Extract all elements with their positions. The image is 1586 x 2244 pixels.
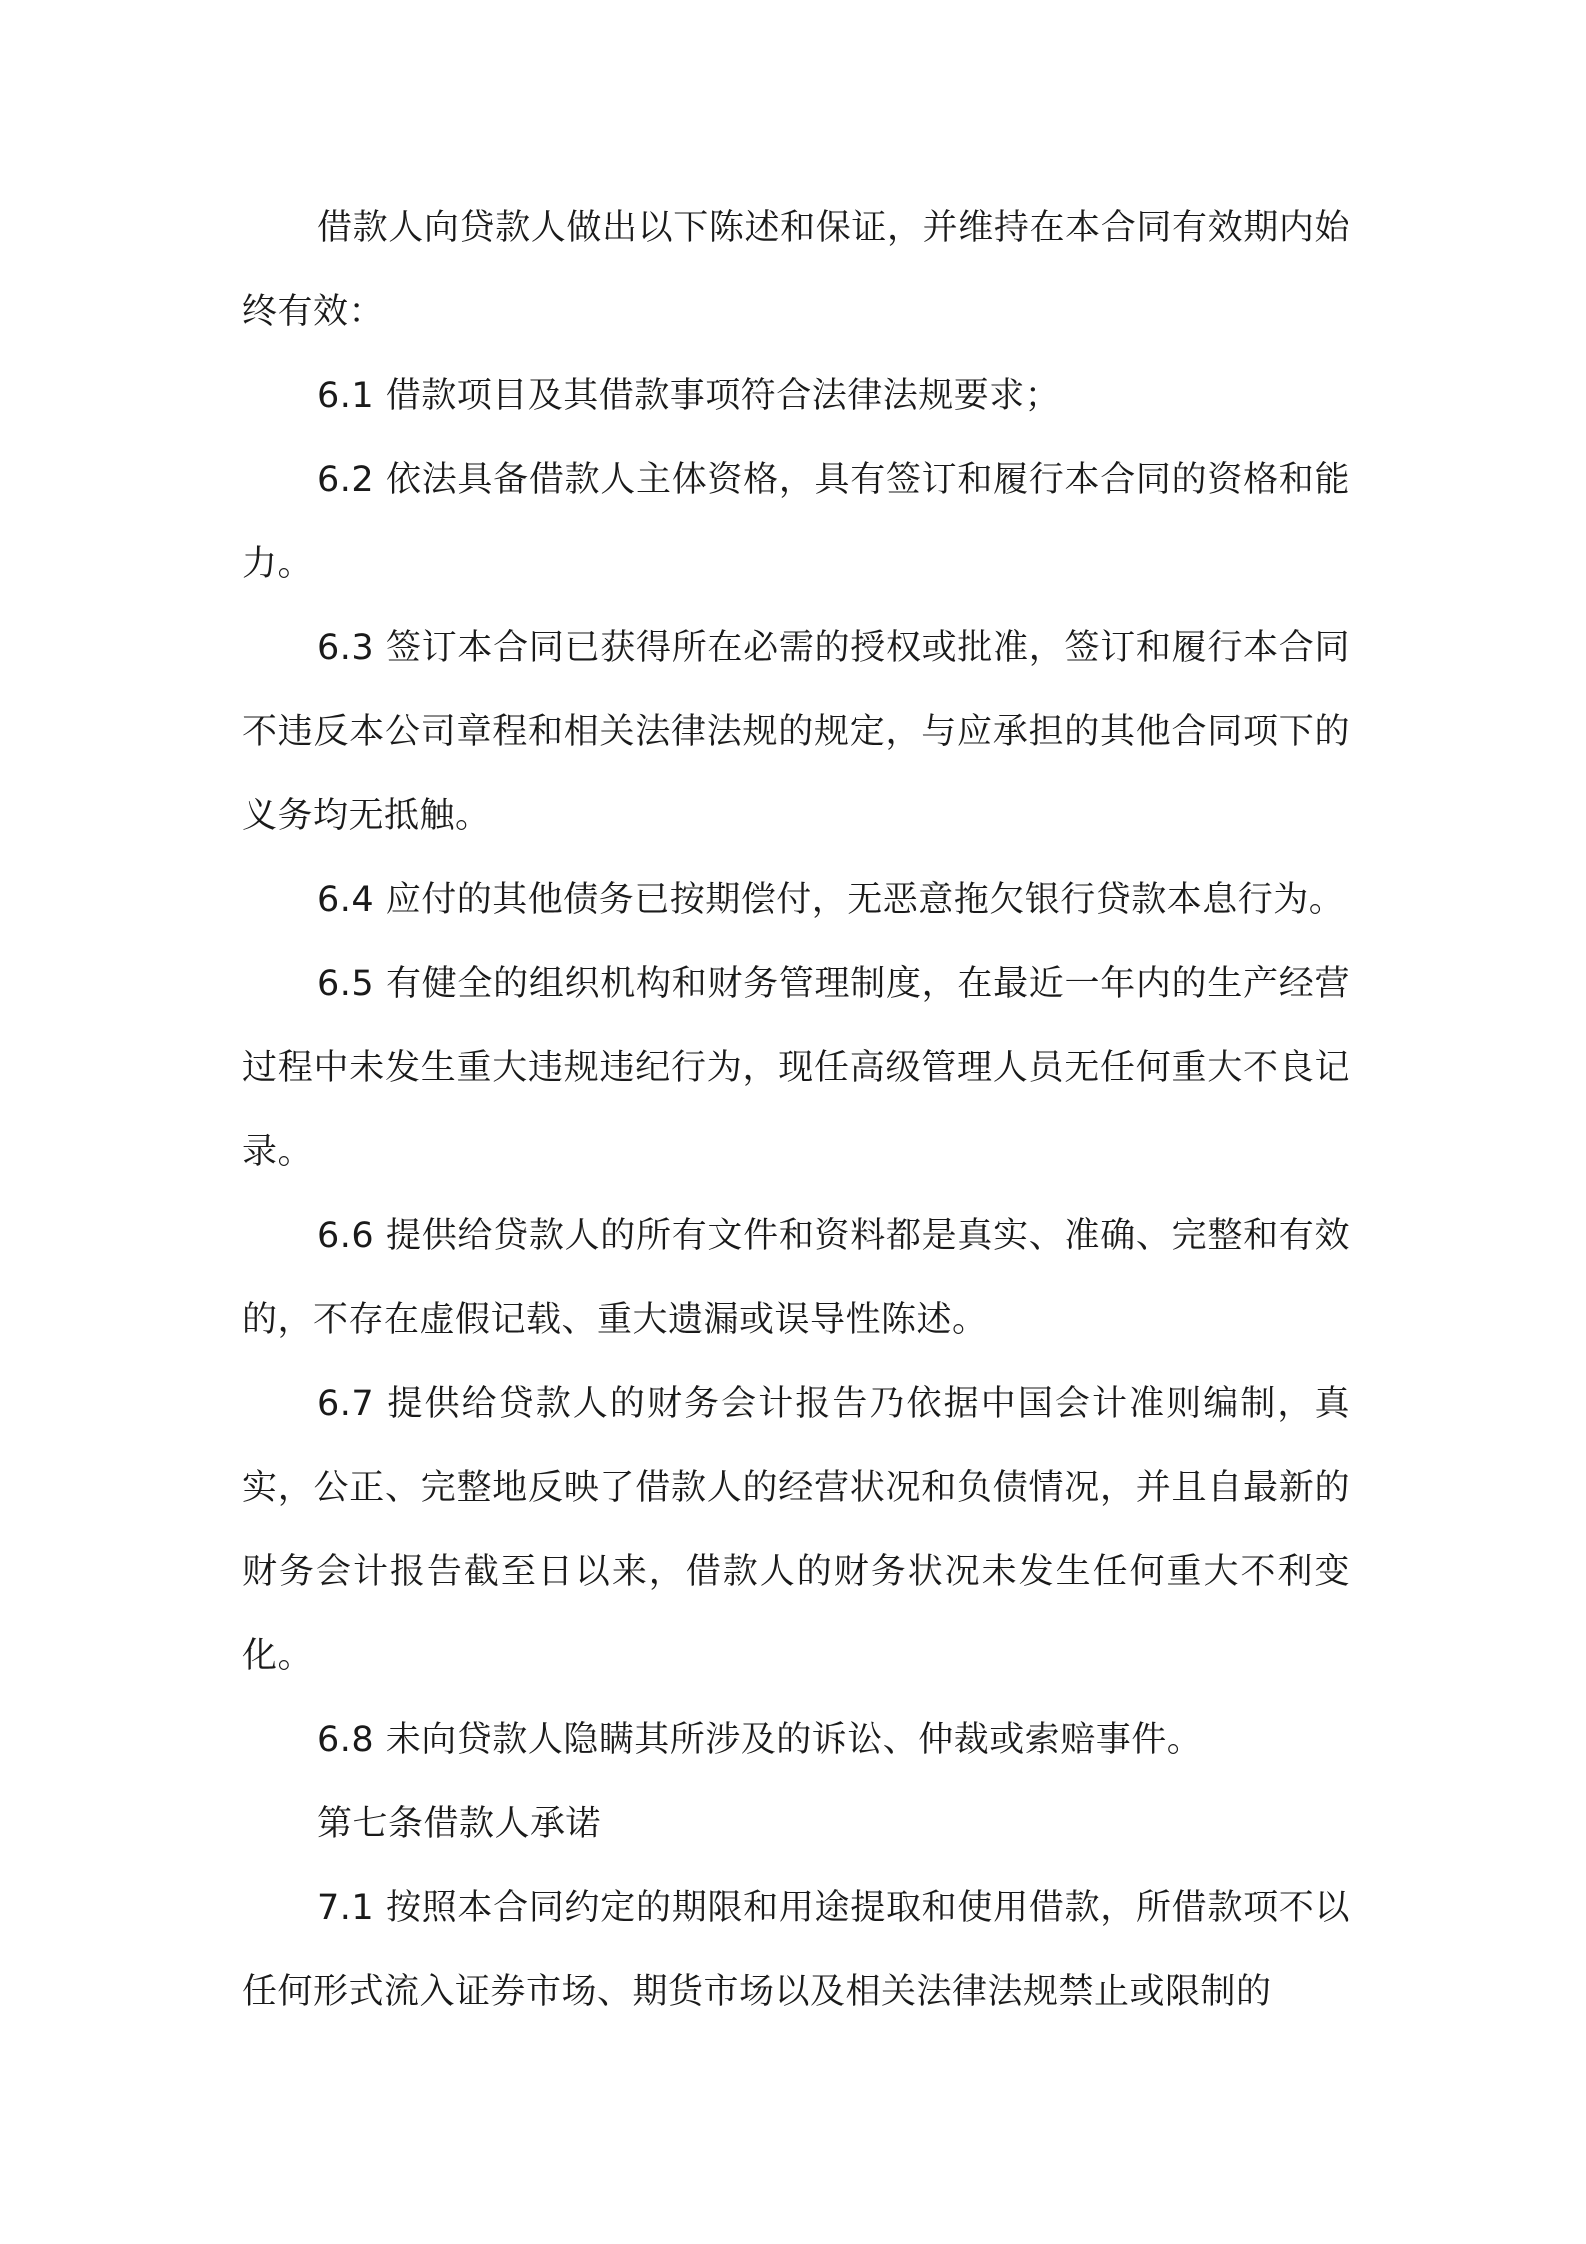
document-body — [242, 186, 1350, 2034]
paragraph-6-1: 6.1 借款项目及其借款事项符合法律法规要求； — [317, 376, 1061, 416]
paragraph-6-7: 6.7 提供给贷款人的财务会计报告乃依据中国会计准则编制，真实，公正、完整地反映了借款人的经营状况和负债情况，并且自最新的财务会计报告截至日以来，借款人的财务状况未发生任何重大不利变化。 — [242, 1384, 1350, 1676]
paragraph-representations-intro: 借款人向贷款人做出以下陈述和保证，并维持在本合同有效期内始终有效： — [242, 208, 1350, 332]
paragraph-6-6: 6.6 提供给贷款人的所有文件和资料都是真实、准确、完整和有效的，不存在虚假记载、重大遗漏或误导性陈述。 — [242, 1216, 1350, 1340]
paragraph-7-1: 7.1 按照本合同约定的期限和用途提取和使用借款，所借款项不以任何形式流入证券市场、期货市场以及相关法律法规禁止或限制的 — [242, 1888, 1350, 2012]
paragraph-6-3: 6.3 签订本合同已获得所在必需的授权或批准，签订和履行本合同不违反本公司章程和相关法律法规的规定，与应承担的其他合同项下的义务均无抵触。 — [242, 628, 1350, 836]
paragraph-6-5: 6.5 有健全的组织机构和财务管理制度，在最近一年内的生产经营过程中未发生重大违规违纪行为，现任高级管理人员无任何重大不良记录。 — [242, 964, 1350, 1172]
section-heading-article-7: 第七条借款人承诺 — [317, 1804, 602, 1844]
paragraph-6-4: 6.4 应付的其他债务已按期偿付，无恶意拖欠银行贷款本息行为。 — [317, 880, 1345, 920]
paragraph-6-2: 6.2 依法具备借款人主体资格，具有签订和履行本合同的资格和能力。 — [242, 460, 1350, 584]
paragraph-6-8: 6.8 未向贷款人隐瞒其所涉及的诉讼、仲裁或索赔事件。 — [317, 1720, 1203, 1760]
